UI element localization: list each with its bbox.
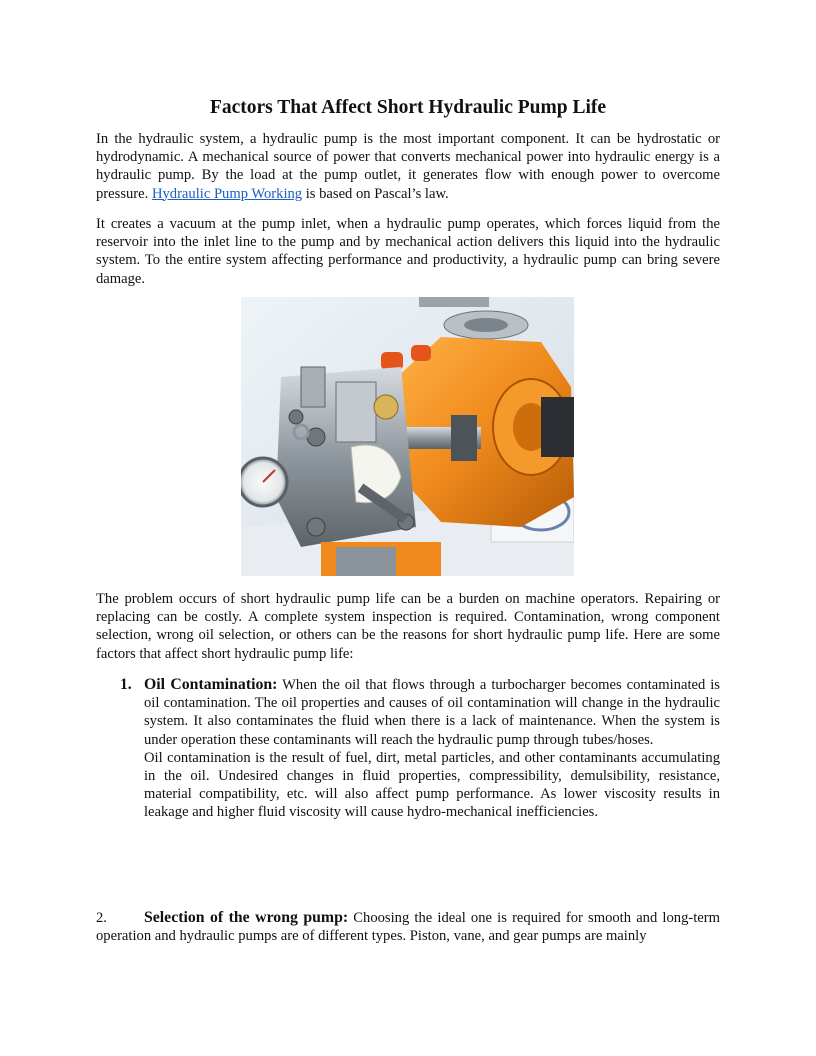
hydraulic-pump-working-link[interactable]: Hydraulic Pump Working: [151, 185, 303, 202]
paragraph-problem: The problem occurs of short hydraulic pump life can be a burden on machine operators. Repairing or replacing can be costly. A complete system inspection is required. Contamination, wrong component selection, wrong oil selection, or others can be the reasons for short hydraulic pump life. Here are some factors that affect short hydraulic pump life:: [96, 591, 720, 662]
hydraulic-pump-photo: [241, 297, 574, 576]
list-item-description: When the oil that flows through a turbocharger becomes contaminated is oil contamination. The oil properties and causes of oil contamination will change in the hydraulic system. It also contaminates the fluid when there is a lack of maintenance. When the system is under operation these contaminants will reach the hydraulic pump through tubes/hoses.: [144, 677, 720, 748]
intro-text: In the hydraulic system, a hydraulic pump is the most important component. It can be hydrostatic or hydrodynamic. A mechanical source of power that converts mechanical power into hydraulic energy is a hydraulic pump. By the load at the pump outlet, it generates flow with enough power to overcome pressure.: [96, 131, 720, 202]
list-item-text: [144, 676, 720, 749]
list-item-description-continued: Oil contamination is the result of fuel, dirt, metal particles, and other contaminants accumulating in the oil. Undesired changes in fluid properties, compressibility, demulsibility, resistance, material compatibility, etc. will also affect pump performance. As lower viscosity results in leakage and higher fluid viscosity will cause hydro-mechanical inefficiencies.: [144, 749, 720, 821]
intro-text-end: is based on Pascal’s law.: [302, 185, 449, 202]
paragraph-vacuum: It creates a vacuum at the pump inlet, when a hydraulic pump operates, which forces liquid from the reservoir into the inlet line to the pump and by mechanical action delivers this liquid into the hydraulic system. To the entire system affecting performance and productivity, a hydraulic pump can bring severe damage.: [96, 216, 720, 287]
page-title: Factors That Affect Short Hydraulic Pump Life: [209, 97, 607, 118]
list-item-heading: Selection of the wrong pump:: [144, 909, 349, 926]
list-item-number: 2.: [96, 910, 107, 926]
list-item-description: Choosing the ideal one is required for smooth and long-term operation and hydraulic pumps are of different types. Piston, vane, and gear pumps are mainly: [96, 910, 720, 945]
list-item-oil-contamination: [96, 676, 720, 822]
intro-paragraph: [96, 130, 720, 203]
list-item-number: 1.: [120, 676, 132, 693]
list-item-heading: Oil Contamination:: [144, 676, 278, 693]
list-item-wrong-pump: [96, 909, 720, 945]
